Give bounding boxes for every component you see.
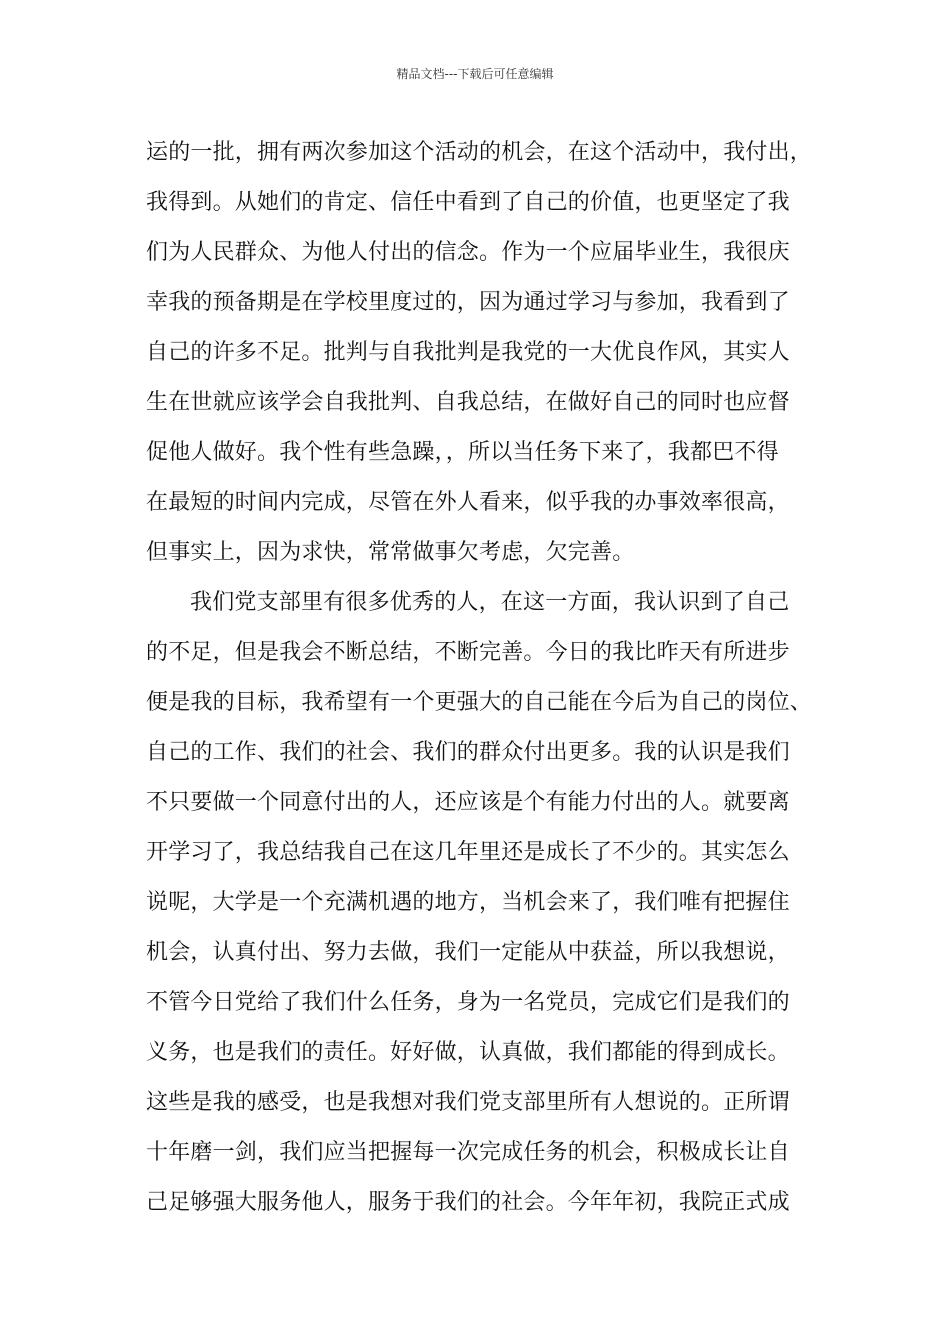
text-line: 开学习了，我总结我自己在这几年里还是成长了不少的。其实怎么 xyxy=(146,840,790,865)
text-line: 的不足，但是我会不断总结，不断完善。今日的我比昨天有所进步 xyxy=(146,640,790,665)
text-line: 我得到。从她们的肯定、信任中看到了自己的价值，也更坚定了我 xyxy=(146,190,790,215)
text-line: 这些是我的感受，也是我想对我们党支部里所有人想说的。正所谓 xyxy=(146,1090,790,1115)
text-line: 自己的工作、我们的社会、我们的群众付出更多。我的认识是我们 xyxy=(146,740,790,765)
text-line: 不只要做一个同意付出的人，还应该是个有能力付出的人。就要离 xyxy=(146,790,790,815)
page-header: 精品文档---下载后可任意编辑 xyxy=(396,67,554,81)
text-line: 幸我的预备期是在学校里度过的，因为通过学习与参加，我看到了 xyxy=(146,290,790,315)
document-body xyxy=(146,128,826,1228)
text-line: 但事实上，因为求快，常常做事欠考虑，欠完善。 xyxy=(146,540,635,565)
text-line: 运的一批，拥有两次参加这个活动的机会，在这个活动中，我付出， xyxy=(146,140,813,165)
paragraph xyxy=(146,578,826,1228)
text-line: 机会，认真付出、努力去做，我们一定能从中获益，所以我想说， xyxy=(146,940,790,965)
text-line: 我们党支部里有很多优秀的人，在这一方面，我认识到了自己 xyxy=(190,590,790,615)
text-line: 义务，也是我们的责任。好好做，认真做，我们都能的得到成长。 xyxy=(146,1040,790,1065)
text-line: 己足够强大服务他人，服务于我们的社会。今年年初，我院正式成 xyxy=(146,1190,790,1215)
text-line: 自己的许多不足。批判与自我批判是我党的一大优良作风，其实人 xyxy=(146,340,790,365)
text-line: 便是我的目标，我希望有一个更强大的自己能在今后为自己的岗位、 xyxy=(146,690,813,715)
text-line: 在最短的时间内完成，尽管在外人看来，似乎我的办事效率很高， xyxy=(146,490,790,515)
paragraph xyxy=(146,128,826,578)
text-line: 不管今日党给了我们什么任务，身为一名党员，完成它们是我们的 xyxy=(146,990,790,1015)
text-line: 促他人做好。我个性有些急躁，，所以当任务下来了，我都巴不得 xyxy=(146,440,779,465)
text-line: 十年磨一剑，我们应当把握每一次完成任务的机会，积极成长让自 xyxy=(146,1140,790,1165)
text-line: 们为人民群众、为他人付出的信念。作为一个应届毕业生，我很庆 xyxy=(146,240,790,265)
text-line: 生在世就应该学会自我批判、自我总结，在做好自己的同时也应督 xyxy=(146,390,790,415)
text-line: 说呢，大学是一个充满机遇的地方，当机会来了，我们唯有把握住 xyxy=(146,890,790,915)
